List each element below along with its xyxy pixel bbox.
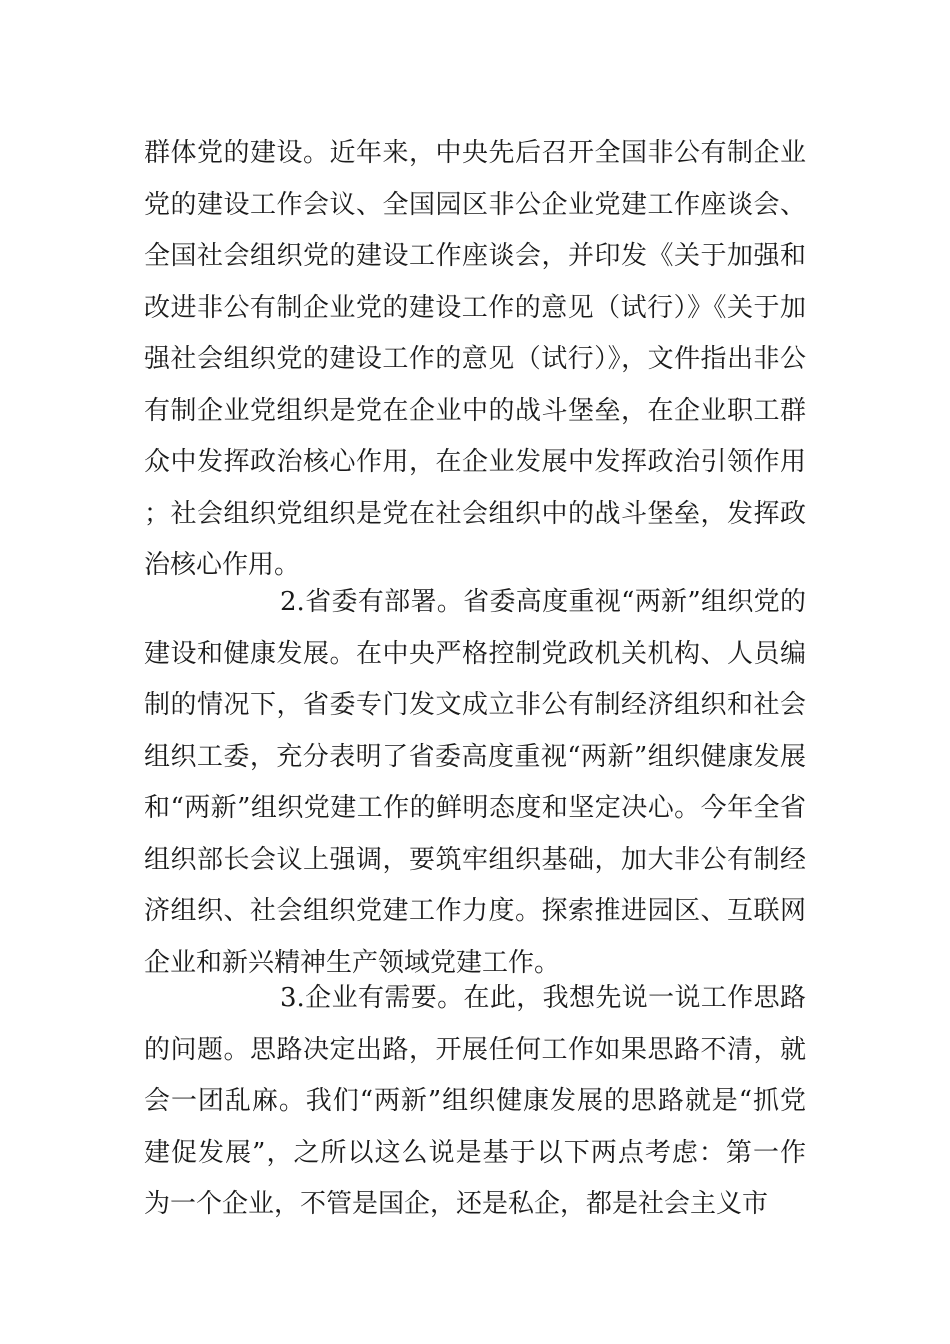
paragraph-enterprise-needs: 3.企业有需要。在此，我想先说一说工作思路的问题。思路决定出路，开展任何工作如果思路不清，就会一团乱麻。我们“两新”组织健康发展的思路就是“抓党建促发展”，之所以这么说是基于以下两点考虑：第一作为一个企业，不管是国企，还是私企，都是社会主义市 [144, 983, 806, 1219]
paragraph-continuation: 群体党的建设。近年来，中央先后召开全国非公有制企业党的建设工作会议、全国园区非公企业党建工作座谈会、全国社会组织党的建设工作座谈会，并印发《关于加强和改进非公有制企业党的建设工作的意见（试行）》《关于加强社会组织党的建设工作的意见（试行）》，文件指出非公有制企业党组织是党在企业中的战斗堡垒，在企业职工群众中发挥政治核心作用，在企业发展中发挥政治引领作用；社会组织党组织是党在社会组织中的战斗堡垒，发挥政治核心作用。 [144, 138, 806, 580]
paragraph-provincial-deployment: 2.省委有部署。省委高度重视“两新”组织党的建设和健康发展。在中央严格控制党政机关机构、人员编制的情况下，省委专门发文成立非公有制经济组织和社会组织工委，充分表明了省委高度重视“两新”组织健康发展和“两新”组织党建工作的鲜明态度和坚定决心。今年全省组织部长会议上强调，要筑牢组织基础，加大非公有制经济组织、社会组织党建工作力度。探索推进园区、互联网企业和新兴精神生产领域党建工作。 [144, 587, 806, 978]
